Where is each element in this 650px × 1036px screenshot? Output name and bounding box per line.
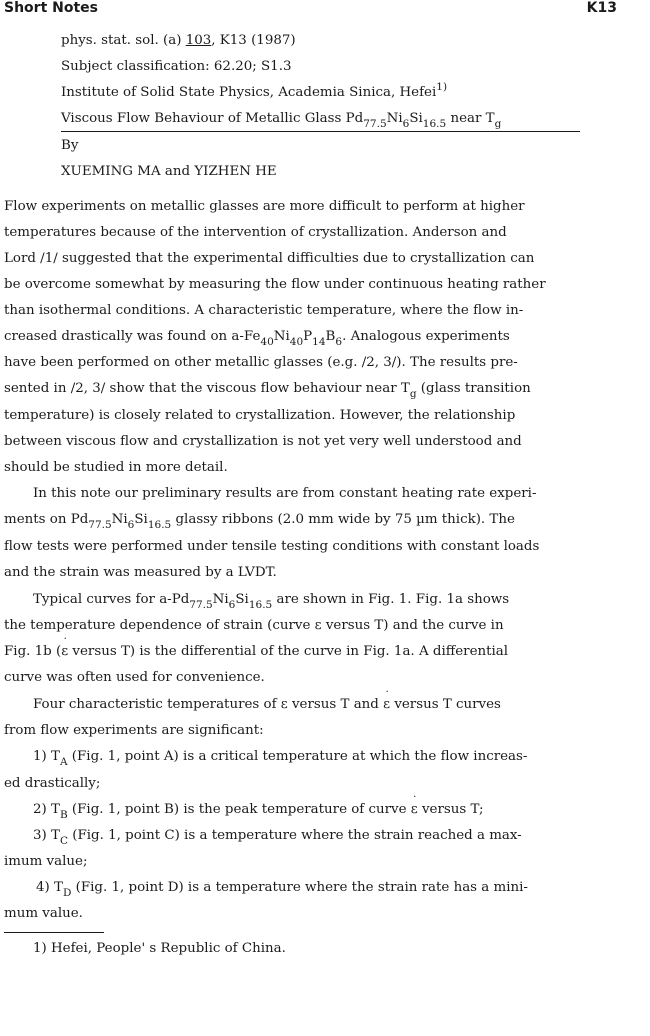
text: 1) T [33, 749, 60, 764]
text-line [4, 329, 510, 348]
text: Fig. 1b ( [4, 644, 62, 659]
list-item [36, 880, 528, 899]
text-line [4, 644, 508, 659]
epsilon-dot: ˙ ε [61, 644, 68, 659]
list-item [33, 828, 522, 847]
text: Ni [111, 512, 128, 527]
subscript: 77.5 [189, 599, 213, 611]
volume: 103 [185, 33, 212, 48]
footnote: 1) Hefei, People' s Republic of China. [33, 941, 286, 956]
text-line: Flow experiments on metallic glasses are more difficult to perform at higher [4, 199, 525, 214]
subscript: B [59, 809, 68, 821]
title-sub: 77.5 [363, 118, 387, 130]
article-title [61, 111, 502, 130]
text-line: be overcome somewhat by measuring the flow under continuous heating rather [4, 277, 546, 292]
title-text: Si [409, 111, 423, 126]
text-line: than isothermal conditions. A characteristic temperature, where the flow in- [4, 303, 524, 318]
text: Si [134, 512, 148, 527]
title-text: Viscous Flow Behaviour of Metallic Glass Pd [61, 111, 364, 126]
text: Four characteristic temperatures of ε versus T and [33, 697, 384, 712]
title-text: Ni [386, 111, 403, 126]
text-line: the temperature dependence of strain (curve ε versus T) and the curve in [4, 618, 504, 633]
pages-year: , K13 (1987) [211, 33, 296, 48]
running-header-left: Short Notes [4, 0, 98, 16]
title-sub: 6 [402, 118, 410, 130]
text-line: Lord /1/ suggested that the experimental difficulties due to crystallization can [4, 251, 535, 266]
subject-classification: Subject classification: 62.20; S1.3 [61, 59, 292, 74]
text-line: from flow experiments are significant: [4, 723, 264, 738]
text: Ni [212, 592, 229, 607]
text: 2) T [33, 802, 60, 817]
authors: XUEMING MA and YIZHEN HE [61, 164, 277, 179]
subscript: 14 [312, 336, 326, 348]
text-line [4, 381, 531, 400]
text-line: have been performed on other metallic glasses (e.g. /2, 3/). The results pre- [4, 355, 518, 370]
epsilon-dot: ˙ ε [383, 697, 390, 712]
journal-name: phys. stat. sol. (a) [61, 33, 186, 48]
text: 4) T [36, 880, 63, 895]
text: versus T; [417, 802, 484, 817]
text: Ni [273, 329, 290, 344]
subscript: g [409, 388, 417, 400]
text: versus T curves [390, 697, 501, 712]
text: (Fig. 1, point C) is a temperature where the strain reached a max- [67, 828, 522, 843]
text: P [303, 329, 313, 344]
subscript: A [59, 756, 68, 768]
citation [61, 33, 296, 48]
text: glassy ribbons (2.0 mm wide by 75 µm thick). The [171, 512, 515, 527]
text: B [325, 329, 336, 344]
institute-name: Institute of Solid State Physics, Academia Sinica, Hefei [61, 85, 437, 100]
text-line: flow tests were performed under tensile testing conditions with constant loads [4, 539, 540, 554]
text-line: mum value. [4, 906, 83, 921]
subscript: 16.5 [147, 519, 172, 531]
title-sub: g [494, 118, 502, 130]
list-item [33, 749, 528, 768]
text: creased drastically was found on a-Fe [4, 329, 261, 344]
text: (Fig. 1, point B) is the peak temperature of curve [67, 802, 411, 817]
subscript: C [59, 835, 68, 847]
text-line: temperatures because of the intervention of crystallization. Anderson and [4, 225, 507, 240]
text: (Fig. 1, point A) is a critical temperature at which the flow increas- [67, 749, 528, 764]
text: (glass transition [416, 381, 531, 396]
title-text: near T [446, 111, 495, 126]
text: Typical curves for a-Pd [33, 592, 190, 607]
text-line [4, 512, 515, 531]
text-line: between viscous flow and crystallization is not yet very well understood and [4, 434, 522, 449]
text-line: ed drastically; [4, 776, 101, 791]
text-line: In this note our preliminary results are from constant heating rate experi- [33, 486, 537, 501]
text: 3) T [33, 828, 60, 843]
subscript: D [62, 887, 72, 899]
text: are shown in Fig. 1. Fig. 1a shows [272, 592, 510, 607]
subscript: 16.5 [248, 599, 273, 611]
footnote-rule [4, 932, 104, 933]
text-line [33, 592, 510, 611]
list-item [33, 802, 484, 821]
text: versus T) is the differential of the curve in Fig. 1a. A differential [68, 644, 509, 659]
subscript: 40 [289, 336, 304, 348]
text-line [33, 697, 501, 712]
text: ments on Pd [4, 512, 89, 527]
title-underline [61, 131, 580, 132]
text-line: curve was often used for convenience. [4, 670, 265, 685]
institute [61, 81, 448, 100]
subscript: 6 [335, 336, 343, 348]
subscript: 40 [260, 336, 274, 348]
page-number: K13 [586, 0, 617, 16]
title-sub: 16.5 [422, 118, 447, 130]
footnote-mark: 1) [436, 81, 448, 93]
text-line: should be studied in more detail. [4, 460, 228, 475]
text: sented in /2, 3/ show that the viscous flow behaviour near T [4, 381, 410, 396]
text: . Analogous experiments [342, 329, 510, 344]
epsilon-dot: ˙ ε [411, 802, 418, 817]
subscript: 6 [127, 519, 135, 531]
subscript: 77.5 [88, 519, 112, 531]
text-line: imum value; [4, 854, 88, 869]
text-line: and the strain was measured by a LVDT. [4, 565, 277, 580]
by-line: By [61, 138, 79, 153]
text-line: temperature) is closely related to crystallization. However, the relationship [4, 408, 516, 423]
text: Si [235, 592, 249, 607]
text: (Fig. 1, point D) is a temperature where the strain rate has a mini- [71, 880, 528, 895]
subscript: 6 [228, 599, 236, 611]
